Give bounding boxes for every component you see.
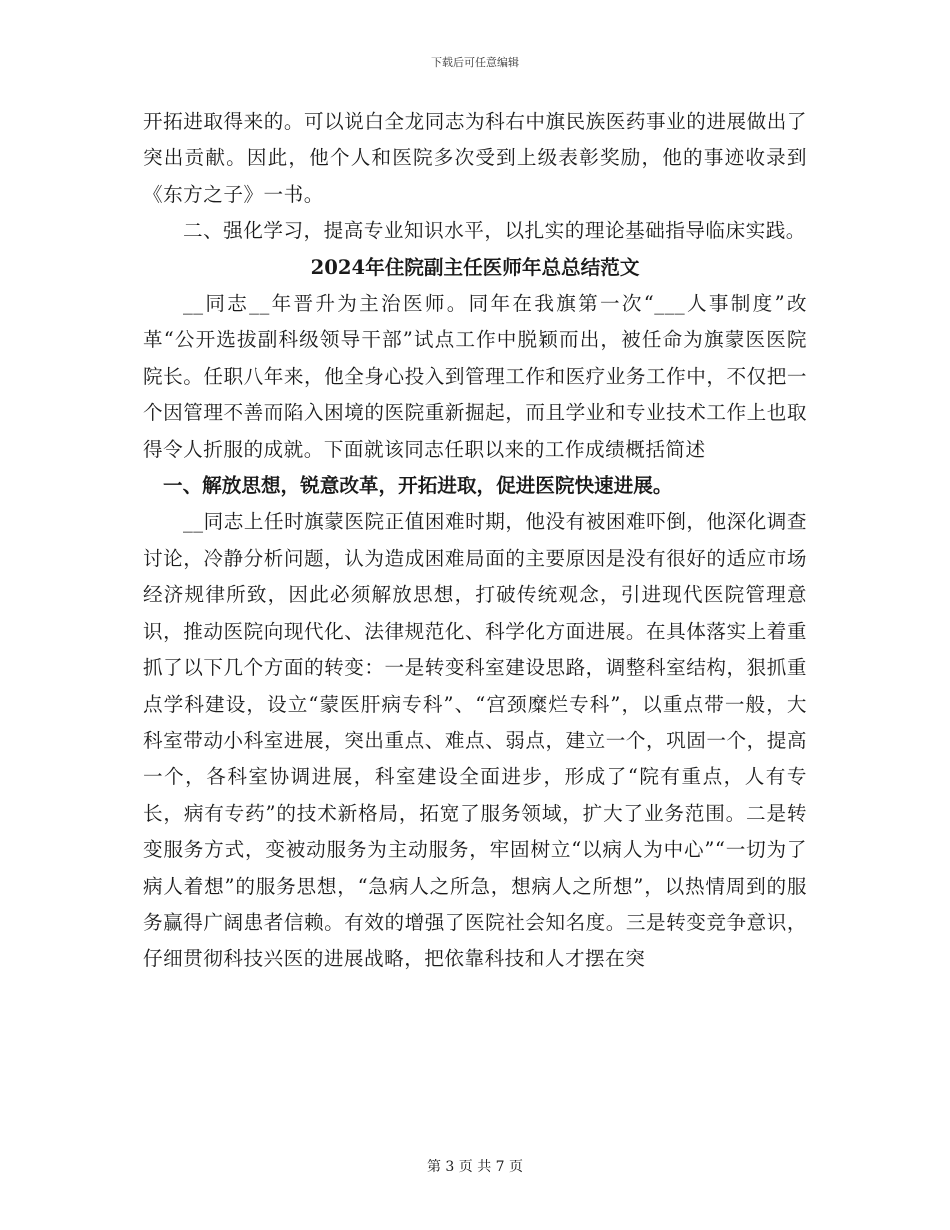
paragraph-reform-details: __同志上任时旗蒙医院正值困难时期，他没有被困难吓倒，他深化调查讨论，冷静分析问题，认为造成困难局面的主要原因是没有很好的适应市场经济规律所致，因此必须解放思想，打破传统观念，引进现代医院管理意识，推动医院向现代化、法律规范化、科学化方面进展。在具体落实上着重抓了以下几个方面的转变：一是转变科室建设思路，调整科室结构，狠抓重点学科建设，设立“蒙医肝病专科”、“宫颈糜烂专科”，以重点带一般，大科室带动小科室进展，突出重点、难点、弱点，建立一个，巩固一个，提高一个，各科室协调进展，科室建设全面进步，形成了“院有重点，人有专长，病有专药”的技术新格局，拓宽了服务领域，扩大了业务范围。二是转变服务方式，变被动服务为主动服务，牢固树立“以病人为中心”“一切为了病人着想”的服务思想，“急病人之所急，想病人之所想”，以热情周到的服务赢得广阔患者信赖。有效的增强了医院社会知名度。三是转变竞争意识，仔细贯彻科技兴医的进展战略，把依靠科技和人才摆在突 xyxy=(143,510,807,971)
paragraph-intro: __同志__年晋升为主治医师。同年在我旗第一次“___人事制度”改革“公开选拔副科级领导干部”试点工作中脱颖而出，被任命为旗蒙医医院院长。任职八年来，他全身心投入到管理工作和医疗业务工作中，不仅把一个因管理不善而陷入困境的医院重新掘起，而且学业和专业技术工作上也取得令人折服的成就。下面就该同志任职以来的工作成绩概括简述 xyxy=(143,292,807,461)
paragraph-study: 二、强化学习，提高专业知识水平，以扎实的理论基础指导临床实践。 xyxy=(183,219,806,243)
document-body xyxy=(143,104,807,978)
document-title: 2024年住院副主任医师年总总结范文 xyxy=(310,255,640,279)
paragraph-continuation: 开拓进取得来的。可以说白全龙同志为科右中旗民族医药事业的进展做出了突出贡献。因此，他个人和医院多次受到上级表彰奖励，他的事迹收录到《东方之子》一书。 xyxy=(143,110,807,206)
page-header: 下载后可任意编辑 xyxy=(431,56,519,69)
page-number: 第 3 页 共 7 页 xyxy=(426,1159,524,1175)
section-heading-reform: 一、解放思想，锐意改革，开拓进取，促进医院快速进展。 xyxy=(163,474,673,498)
